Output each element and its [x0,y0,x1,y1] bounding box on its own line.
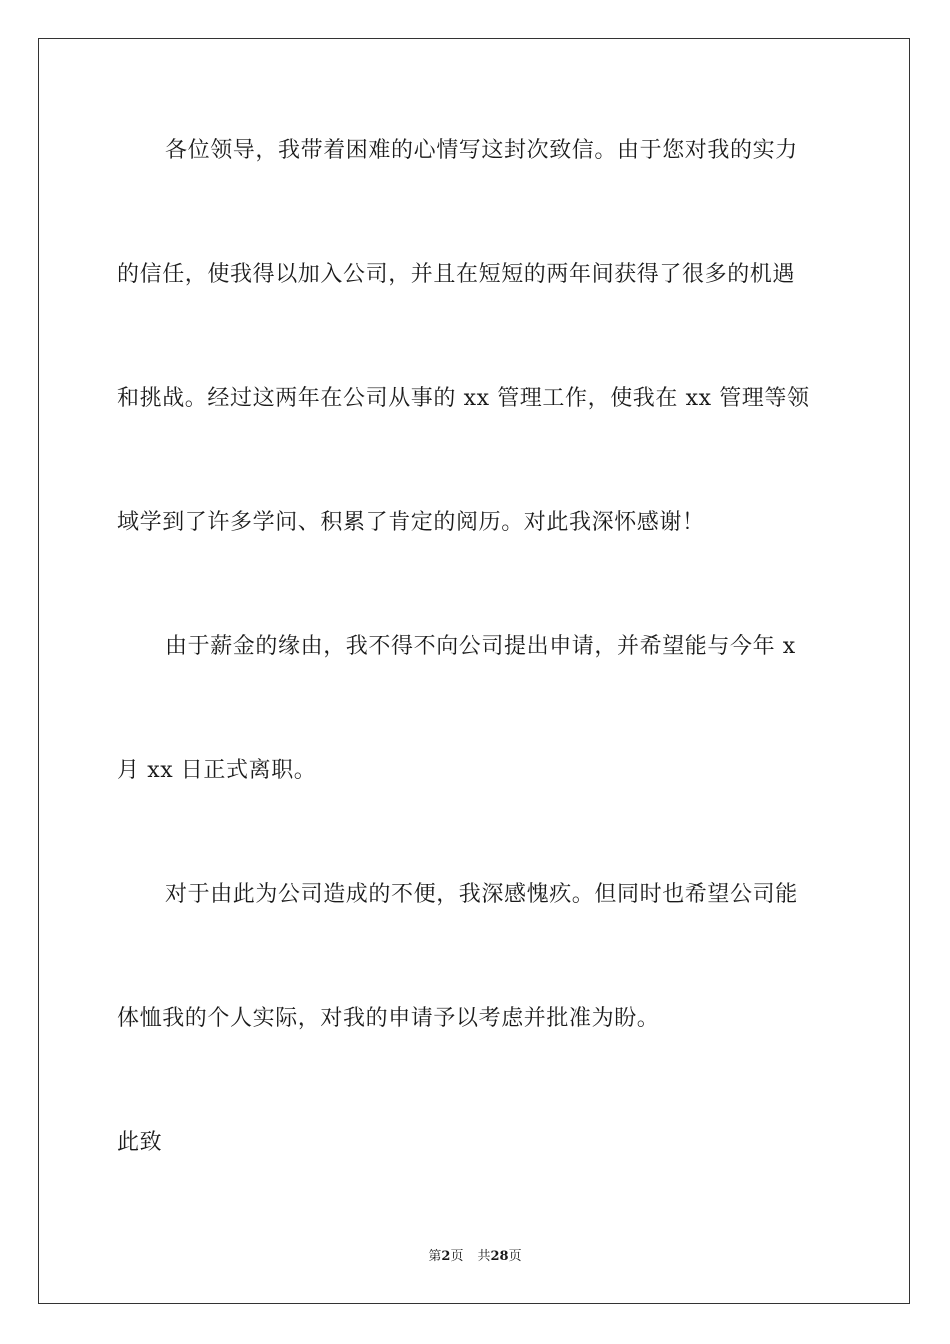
page-footer [0,1248,950,1266]
page-prefix: 第 [428,1249,442,1264]
paragraph-1-line-2: 的信任，使我得以加入公司，并且在短短的两年间获得了很多的机遇 [117,262,796,287]
page-unit: 页 [450,1249,464,1264]
total-unit: 页 [508,1249,522,1264]
total-prefix: 共 [477,1249,491,1264]
paragraph-3-line-2: 体恤我的个人实际，对我的申请予以考虑并批准为盼。 [117,1006,660,1031]
paragraph-1-line-1: 各位领导，我带着困难的心情写这封次致信。由于您对我的实力 [165,138,798,163]
paragraph-2-line-1: 由于薪金的缘由，我不得不向公司提出申请，并希望能与今年 x [165,634,796,659]
page-number: 2 [441,1249,451,1264]
paragraph-2-line-2: 月 xx 日正式离职。 [117,758,317,783]
paragraph-1-line-4: 域学到了许多学问、积累了肯定的阅历。对此我深怀感谢！ [117,510,705,535]
total-pages: 28 [490,1249,509,1264]
paragraph-1-line-3: 和挑战。经过这两年在公司从事的 xx 管理工作，使我在 xx 管理等领 [117,386,810,411]
closing-salutation: 此致 [117,1130,163,1155]
paragraph-3-line-1: 对于由此为公司造成的不便，我深感愧疚。但同时也希望公司能 [165,882,798,907]
page-border [38,38,910,1304]
